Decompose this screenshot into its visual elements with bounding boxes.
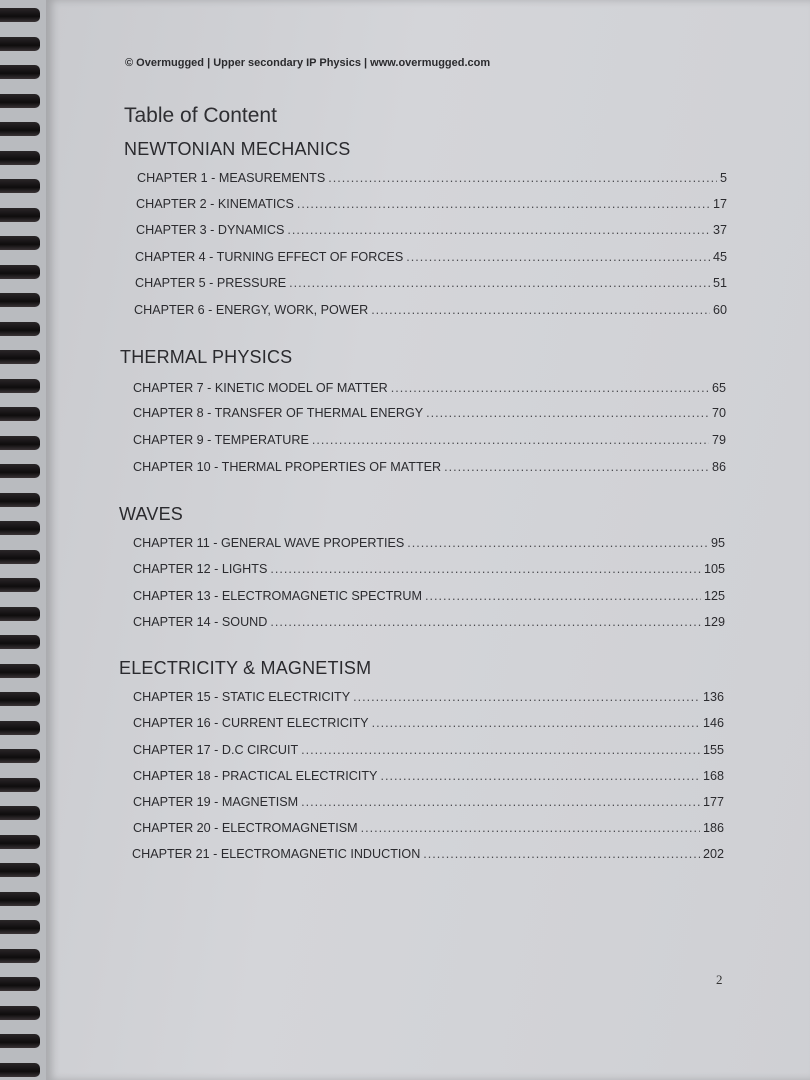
dot-leader — [353, 690, 700, 704]
toc-entry[interactable] — [133, 433, 726, 447]
toc-entry[interactable] — [134, 303, 727, 317]
binding-coil — [0, 635, 40, 649]
toc-entry[interactable] — [133, 615, 725, 629]
binding-coil — [0, 293, 40, 307]
chapter-label: CHAPTER 1 - MEASUREMENTS — [137, 171, 326, 185]
binding-coil — [0, 464, 40, 478]
binding-coil — [0, 977, 40, 991]
dot-leader — [270, 562, 701, 576]
toc-entry[interactable] — [133, 795, 724, 809]
binding-coil — [0, 749, 40, 763]
binding-coil — [0, 521, 40, 535]
chapter-page: 136 — [702, 690, 724, 704]
binding-coil — [0, 664, 40, 678]
binding-coil — [0, 236, 40, 250]
binding-coil — [0, 892, 40, 906]
chapter-page: 177 — [702, 795, 724, 809]
dot-leader — [297, 197, 710, 211]
binding-coil — [0, 122, 40, 136]
binding-coil — [0, 151, 40, 165]
page-header: © Overmugged | Upper secondary IP Physics | www.overmugged.com — [125, 57, 491, 69]
binding-coil — [0, 179, 40, 193]
toc-entry[interactable] — [136, 223, 727, 237]
chapter-label: CHAPTER 17 - D.C CIRCUIT — [133, 743, 299, 757]
chapter-page: 129 — [703, 615, 725, 629]
chapter-label: CHAPTER 18 - PRACTICAL ELECTRICITY — [133, 769, 378, 783]
chapter-label: CHAPTER 16 - CURRENT ELECTRICITY — [133, 716, 369, 730]
chapter-label: CHAPTER 13 - ELECTROMAGNETIC SPECTRUM — [133, 589, 422, 603]
binding-coil — [0, 350, 40, 364]
toc-entry[interactable] — [133, 381, 726, 395]
chapter-label: CHAPTER 6 - ENERGY, WORK, POWER — [134, 303, 369, 317]
binding-coil — [0, 806, 40, 820]
dot-leader — [270, 615, 701, 629]
toc-entry[interactable] — [135, 276, 727, 290]
chapter-label: CHAPTER 14 - SOUND — [133, 615, 268, 629]
chapter-page: 45 — [712, 250, 727, 264]
toc-entry[interactable] — [133, 562, 725, 576]
binding-coil — [0, 436, 40, 450]
chapter-page: 155 — [702, 743, 724, 757]
dot-leader — [423, 847, 700, 861]
chapter-label: CHAPTER 20 - ELECTROMAGNETISM — [133, 821, 358, 835]
toc-title: Table of Content — [124, 104, 277, 127]
dot-leader — [425, 589, 701, 603]
dot-leader — [287, 223, 710, 237]
binding-coil — [0, 778, 40, 792]
binding-coil — [0, 37, 40, 51]
binding-coil — [0, 607, 40, 621]
toc-entry[interactable] — [137, 171, 727, 185]
chapter-label: CHAPTER 5 - PRESSURE — [135, 276, 287, 290]
binding-coil — [0, 920, 40, 934]
dot-leader — [301, 743, 700, 757]
chapter-label: CHAPTER 10 - THERMAL PROPERTIES OF MATTER — [133, 460, 442, 474]
dot-leader — [372, 716, 700, 730]
chapter-page: 125 — [703, 589, 725, 603]
toc-entry[interactable] — [133, 769, 724, 783]
chapter-page: 17 — [712, 197, 727, 211]
binding-coil — [0, 1063, 40, 1077]
toc-entry[interactable] — [133, 716, 724, 730]
toc-entry[interactable] — [133, 536, 725, 550]
binding-coil — [0, 721, 40, 735]
chapter-label: CHAPTER 2 - KINEMATICS — [136, 197, 294, 211]
dot-leader — [380, 769, 700, 783]
chapter-page: 186 — [702, 821, 724, 835]
binding-coil — [0, 550, 40, 564]
binding-coil — [0, 8, 40, 22]
binding-coil — [0, 322, 40, 336]
chapter-page: 105 — [703, 562, 725, 576]
dot-leader — [301, 795, 700, 809]
binding-coil — [0, 578, 40, 592]
section-title-electricity: ELECTRICITY & MAGNETISM — [119, 658, 372, 678]
dot-leader — [426, 406, 709, 420]
toc-entry[interactable] — [133, 743, 724, 757]
dot-leader — [361, 821, 700, 835]
dot-leader — [289, 276, 710, 290]
toc-entry[interactable] — [133, 406, 726, 420]
binding-coil — [0, 379, 40, 393]
chapter-page: 70 — [711, 406, 726, 420]
chapter-page: 95 — [710, 536, 725, 550]
chapter-label: CHAPTER 15 - STATIC ELECTRICITY — [133, 690, 351, 704]
dot-leader — [444, 460, 709, 474]
toc-entry[interactable] — [133, 821, 724, 835]
chapter-page: 51 — [712, 276, 727, 290]
chapter-label: CHAPTER 12 - LIGHTS — [133, 562, 268, 576]
chapter-page: 146 — [702, 716, 724, 730]
binding-coil — [0, 949, 40, 963]
binding-coil — [0, 94, 40, 108]
binding-coil — [0, 835, 40, 849]
chapter-label: CHAPTER 3 - DYNAMICS — [136, 223, 285, 237]
toc-entry[interactable] — [133, 460, 726, 474]
dot-leader — [406, 250, 710, 264]
chapter-label: CHAPTER 4 - TURNING EFFECT OF FORCES — [135, 250, 404, 264]
binding-coil — [0, 493, 40, 507]
chapter-page: 168 — [702, 769, 724, 783]
binding-coil — [0, 407, 40, 421]
chapter-page: 37 — [712, 223, 727, 237]
spiral-binding — [0, 0, 48, 1080]
dot-leader — [407, 536, 708, 550]
chapter-label: CHAPTER 8 - TRANSFER OF THERMAL ENERGY — [133, 406, 424, 420]
binding-coil — [0, 692, 40, 706]
section-title-waves: WAVES — [119, 504, 184, 524]
section-title-newtonian: NEWTONIAN MECHANICS — [124, 139, 351, 159]
chapter-label: CHAPTER 11 - GENERAL WAVE PROPERTIES — [133, 536, 405, 550]
chapter-label: CHAPTER 7 - KINETIC MODEL OF MATTER — [133, 381, 388, 395]
chapter-label: CHAPTER 9 - TEMPERATURE — [133, 433, 309, 447]
toc-entry[interactable] — [136, 197, 727, 211]
binding-coil — [0, 208, 40, 222]
toc-entry[interactable] — [135, 250, 727, 264]
binding-coil — [0, 65, 40, 79]
binding-coil — [0, 1034, 40, 1048]
binding-coil — [0, 863, 40, 877]
chapter-page: 60 — [712, 303, 727, 317]
dot-leader — [328, 171, 717, 185]
binding-coil — [0, 1006, 40, 1020]
section-title-thermal: THERMAL PHYSICS — [120, 347, 293, 367]
chapter-label: CHAPTER 19 - MAGNETISM — [133, 795, 299, 809]
chapter-page: 202 — [702, 847, 724, 861]
toc-entry[interactable] — [132, 847, 724, 861]
toc-entry[interactable] — [133, 690, 724, 704]
chapter-page: 79 — [711, 433, 726, 447]
chapter-page: 86 — [711, 460, 726, 474]
binding-coil — [0, 265, 40, 279]
chapter-label: CHAPTER 21 - ELECTROMAGNETIC INDUCTION — [132, 847, 421, 861]
dot-leader — [312, 433, 709, 447]
dot-leader — [371, 303, 710, 317]
page-number: 2 — [716, 972, 723, 987]
chapter-page: 65 — [711, 381, 726, 395]
toc-entry[interactable] — [133, 589, 725, 603]
chapter-page: 5 — [719, 171, 727, 185]
dot-leader — [391, 381, 709, 395]
